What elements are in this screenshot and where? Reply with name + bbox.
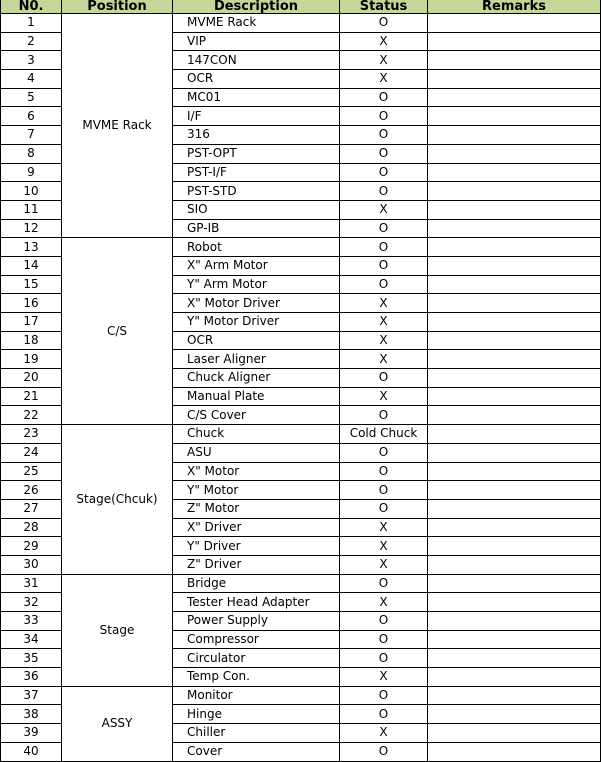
- description-cell: X" Arm Motor: [173, 256, 340, 275]
- status-cell: O: [340, 406, 428, 425]
- row-number: 24: [1, 443, 62, 462]
- table-row: [1, 238, 601, 257]
- remarks-cell: [428, 742, 601, 761]
- row-number: 23: [1, 425, 62, 444]
- header-position: Position: [62, 0, 173, 14]
- description-cell: PST-STD: [173, 182, 340, 201]
- row-number: 38: [1, 705, 62, 724]
- remarks-cell: [428, 144, 601, 163]
- position-cell: ASSY: [62, 686, 173, 761]
- row-number: 16: [1, 294, 62, 313]
- status-cell: X: [340, 593, 428, 612]
- row-number: 32: [1, 593, 62, 612]
- row-number: 36: [1, 668, 62, 687]
- row-number: 25: [1, 462, 62, 481]
- description-cell: Y" Motor: [173, 481, 340, 500]
- remarks-cell: [428, 593, 601, 612]
- remarks-cell: [428, 275, 601, 294]
- status-cell: X: [340, 51, 428, 70]
- remarks-cell: [428, 32, 601, 51]
- status-cell: O: [340, 163, 428, 182]
- row-number: 1: [1, 14, 62, 33]
- description-cell: VIP: [173, 32, 340, 51]
- status-cell: O: [340, 182, 428, 201]
- remarks-cell: [428, 88, 601, 107]
- row-number: 39: [1, 724, 62, 743]
- description-cell: Cover: [173, 742, 340, 761]
- remarks-cell: [428, 163, 601, 182]
- status-cell: X: [340, 518, 428, 537]
- status-cell: O: [340, 630, 428, 649]
- remarks-cell: [428, 238, 601, 257]
- row-number: 22: [1, 406, 62, 425]
- remarks-cell: [428, 518, 601, 537]
- status-cell: O: [340, 275, 428, 294]
- row-number: 33: [1, 612, 62, 631]
- row-number: 9: [1, 163, 62, 182]
- remarks-cell: [428, 462, 601, 481]
- row-number: 35: [1, 649, 62, 668]
- description-cell: PST-OPT: [173, 144, 340, 163]
- row-number: 34: [1, 630, 62, 649]
- row-number: 2: [1, 32, 62, 51]
- remarks-cell: [428, 555, 601, 574]
- remarks-cell: [428, 51, 601, 70]
- row-number: 21: [1, 387, 62, 406]
- description-cell: C/S Cover: [173, 406, 340, 425]
- table-row: [1, 574, 601, 593]
- description-cell: Z" Driver: [173, 555, 340, 574]
- position-cell: C/S: [62, 238, 173, 425]
- description-cell: Y" Arm Motor: [173, 275, 340, 294]
- header-description: Description: [173, 0, 340, 14]
- remarks-cell: [428, 705, 601, 724]
- row-number: 20: [1, 369, 62, 388]
- status-cell: O: [340, 126, 428, 145]
- status-cell: X: [340, 350, 428, 369]
- description-cell: OCR: [173, 331, 340, 350]
- row-number: 27: [1, 499, 62, 518]
- status-cell: O: [340, 219, 428, 238]
- description-cell: ASU: [173, 443, 340, 462]
- row-number: 6: [1, 107, 62, 126]
- description-cell: OCR: [173, 70, 340, 89]
- status-cell: X: [340, 70, 428, 89]
- description-cell: Laser Aligner: [173, 350, 340, 369]
- description-cell: Monitor: [173, 686, 340, 705]
- status-cell: O: [340, 499, 428, 518]
- status-cell: O: [340, 574, 428, 593]
- description-cell: Chuck: [173, 425, 340, 444]
- description-cell: X" Motor Driver: [173, 294, 340, 313]
- description-cell: Manual Plate: [173, 387, 340, 406]
- row-number: 10: [1, 182, 62, 201]
- status-cell: O: [340, 107, 428, 126]
- table-row: [1, 425, 601, 444]
- header-no: N0.: [1, 0, 62, 14]
- remarks-cell: [428, 537, 601, 556]
- description-cell: X" Motor: [173, 462, 340, 481]
- remarks-cell: [428, 256, 601, 275]
- remarks-cell: [428, 724, 601, 743]
- status-cell: X: [340, 555, 428, 574]
- remarks-cell: [428, 294, 601, 313]
- remarks-cell: [428, 126, 601, 145]
- remarks-cell: [428, 14, 601, 33]
- description-cell: Bridge: [173, 574, 340, 593]
- remarks-cell: [428, 331, 601, 350]
- status-cell: O: [340, 462, 428, 481]
- remarks-cell: [428, 182, 601, 201]
- row-number: 40: [1, 742, 62, 761]
- row-number: 14: [1, 256, 62, 275]
- remarks-cell: [428, 630, 601, 649]
- remarks-cell: [428, 425, 601, 444]
- status-cell: X: [340, 313, 428, 332]
- description-cell: Chuck Aligner: [173, 369, 340, 388]
- status-cell: O: [340, 742, 428, 761]
- status-cell: O: [340, 144, 428, 163]
- description-cell: X" Driver: [173, 518, 340, 537]
- position-cell: MVME Rack: [62, 14, 173, 238]
- status-cell: O: [340, 686, 428, 705]
- header-remarks: Remarks: [428, 0, 601, 14]
- description-cell: Compressor: [173, 630, 340, 649]
- row-number: 12: [1, 219, 62, 238]
- status-cell: O: [340, 612, 428, 631]
- row-number: 3: [1, 51, 62, 70]
- description-cell: Y" Driver: [173, 537, 340, 556]
- row-number: 18: [1, 331, 62, 350]
- remarks-cell: [428, 649, 601, 668]
- description-cell: MC01: [173, 88, 340, 107]
- row-number: 19: [1, 350, 62, 369]
- row-number: 28: [1, 518, 62, 537]
- row-number: 37: [1, 686, 62, 705]
- status-cell: O: [340, 369, 428, 388]
- status-cell: O: [340, 256, 428, 275]
- remarks-cell: [428, 406, 601, 425]
- row-number: 7: [1, 126, 62, 145]
- remarks-cell: [428, 70, 601, 89]
- description-cell: Robot: [173, 238, 340, 257]
- remarks-cell: [428, 387, 601, 406]
- row-number: 26: [1, 481, 62, 500]
- row-number: 31: [1, 574, 62, 593]
- status-cell: X: [340, 294, 428, 313]
- remarks-cell: [428, 574, 601, 593]
- remarks-cell: [428, 200, 601, 219]
- row-number: 29: [1, 537, 62, 556]
- status-cell: X: [340, 387, 428, 406]
- remarks-cell: [428, 499, 601, 518]
- description-cell: MVME Rack: [173, 14, 340, 33]
- row-number: 4: [1, 70, 62, 89]
- header-row: [1, 0, 601, 14]
- description-cell: Z" Motor: [173, 499, 340, 518]
- description-cell: Tester Head Adapter: [173, 593, 340, 612]
- remarks-cell: [428, 481, 601, 500]
- description-cell: Chiller: [173, 724, 340, 743]
- status-cell: X: [340, 724, 428, 743]
- status-cell: X: [340, 331, 428, 350]
- description-cell: Y" Motor Driver: [173, 313, 340, 332]
- description-cell: 147CON: [173, 51, 340, 70]
- remarks-cell: [428, 369, 601, 388]
- description-cell: SIO: [173, 200, 340, 219]
- remarks-cell: [428, 443, 601, 462]
- status-cell: O: [340, 443, 428, 462]
- description-cell: Circulator: [173, 649, 340, 668]
- row-number: 13: [1, 238, 62, 257]
- status-cell: X: [340, 537, 428, 556]
- description-cell: Hinge: [173, 705, 340, 724]
- position-cell: Stage: [62, 574, 173, 686]
- remarks-cell: [428, 107, 601, 126]
- row-number: 5: [1, 88, 62, 107]
- description-cell: GP-IB: [173, 219, 340, 238]
- description-cell: I/F: [173, 107, 340, 126]
- row-number: 8: [1, 144, 62, 163]
- row-number: 15: [1, 275, 62, 294]
- status-cell: O: [340, 649, 428, 668]
- table-body: [1, 14, 601, 762]
- status-cell: X: [340, 200, 428, 219]
- row-number: 11: [1, 200, 62, 219]
- status-cell: O: [340, 14, 428, 33]
- table-row: [1, 686, 601, 705]
- status-cell: O: [340, 481, 428, 500]
- description-cell: Power Supply: [173, 612, 340, 631]
- description-cell: 316: [173, 126, 340, 145]
- position-cell: Stage(Chcuk): [62, 425, 173, 575]
- remarks-cell: [428, 350, 601, 369]
- status-cell: O: [340, 88, 428, 107]
- row-number: 30: [1, 555, 62, 574]
- remarks-cell: [428, 668, 601, 687]
- remarks-cell: [428, 313, 601, 332]
- status-cell: X: [340, 668, 428, 687]
- description-cell: Temp Con.: [173, 668, 340, 687]
- status-cell: Cold Chuck: [340, 425, 428, 444]
- status-cell: O: [340, 705, 428, 724]
- header-status: Status: [340, 0, 428, 14]
- remarks-cell: [428, 612, 601, 631]
- remarks-cell: [428, 219, 601, 238]
- table-row: [1, 14, 601, 33]
- row-number: 17: [1, 313, 62, 332]
- remarks-cell: [428, 686, 601, 705]
- description-cell: PST-I/F: [173, 163, 340, 182]
- status-cell: O: [340, 238, 428, 257]
- status-cell: X: [340, 32, 428, 51]
